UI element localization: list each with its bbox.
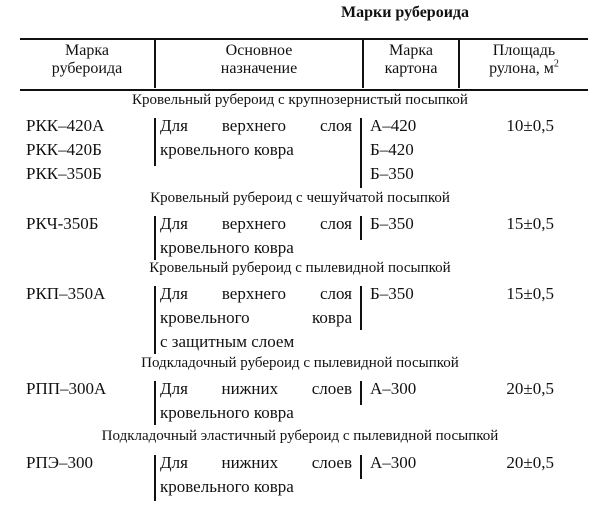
brand-name: РКЧ-350Б — [26, 214, 99, 233]
purpose-line: Для верхнего слоя — [160, 284, 352, 303]
area-cell: 20±0,5 — [506, 453, 554, 472]
purpose-line: Для нижних слоев — [160, 379, 352, 398]
header-area-line: Площадь — [492, 42, 556, 59]
brand-name: РПП–300А — [26, 379, 107, 398]
cardboard-value: Б–350 — [370, 284, 414, 303]
purpose-line: Для верхнего слоя — [160, 116, 352, 135]
header-area-line: рулона, м — [489, 60, 554, 77]
brand-name: РКК–420А — [26, 116, 105, 135]
brand-name: РКК–420Б — [26, 140, 102, 159]
cell-divider — [154, 118, 156, 166]
table-row — [20, 451, 588, 503]
header-purpose-line: Основное — [225, 42, 293, 59]
purpose-line: кровельного ковра — [160, 238, 294, 257]
cell-divider — [360, 216, 362, 240]
group-caption: Подкладочный рубероид с пылевидной посыпкой — [141, 355, 459, 371]
purpose-cell — [160, 212, 352, 260]
header-purpose-line: назначение — [220, 60, 298, 77]
group-caption: Кровельный рубероид с пылевидной посыпкой — [149, 260, 451, 276]
brand-cell — [26, 212, 150, 236]
table-row — [20, 377, 588, 425]
purpose-line: Для нижних слоев — [160, 453, 352, 472]
table-row — [20, 212, 588, 260]
top-rule — [20, 38, 588, 40]
brand-name: РКП–350А — [26, 284, 106, 303]
area-cell: 20±0,5 — [506, 379, 554, 398]
cardboard-value: А–300 — [370, 379, 417, 398]
table-header — [20, 42, 588, 88]
cell-divider — [360, 286, 362, 330]
cell-divider — [154, 455, 156, 501]
cell-divider — [360, 455, 362, 479]
header-cardboard — [364, 42, 458, 88]
brand-cell — [26, 451, 150, 475]
purpose-line: кровельного ковра — [160, 308, 352, 327]
header-brand-line: Марка — [65, 42, 109, 59]
purpose-cell — [160, 451, 352, 499]
cardboard-cell — [370, 377, 450, 401]
header-brand-line: рубероида — [51, 60, 123, 77]
cell-divider — [360, 381, 362, 405]
table-row — [20, 282, 588, 354]
group-caption: Кровельный рубероид с чешуйчатой посыпкой — [150, 190, 450, 206]
cardboard-value: Б–350 — [370, 164, 414, 183]
cardboard-cell — [370, 114, 450, 186]
header-area — [460, 42, 588, 88]
table-title: Марки рубероида — [340, 4, 469, 21]
purpose-cell — [160, 114, 352, 162]
group-caption: Подкладочный эластичный рубероид с пылевидной посыпкой — [101, 428, 499, 444]
cell-divider — [360, 118, 362, 188]
header-cardboard-line: картона — [384, 60, 438, 77]
purpose-cell — [160, 282, 352, 354]
cardboard-cell — [370, 451, 450, 475]
area-unit-superscript: 2 — [553, 58, 559, 70]
cardboard-value: А–420 — [370, 116, 417, 135]
cardboard-cell — [370, 212, 450, 236]
brand-cell — [26, 282, 150, 306]
area-cell: 15±0,5 — [506, 214, 554, 233]
header-bottom-rule — [20, 89, 588, 91]
purpose-line: с защитным слоем — [160, 332, 295, 351]
header-cardboard-line: Марка — [389, 42, 433, 59]
brand-cell — [26, 114, 150, 186]
cell-divider — [154, 286, 156, 354]
purpose-line: кровельного ковра — [160, 477, 294, 496]
brand-name: РПЭ–300 — [26, 453, 93, 472]
cell-divider — [154, 381, 156, 425]
area-cell: 10±0,5 — [506, 116, 554, 135]
brand-name: РКК–350Б — [26, 164, 102, 183]
purpose-line: кровельного ковра — [160, 403, 294, 422]
cardboard-value: Б–420 — [370, 140, 414, 159]
table-row — [20, 114, 588, 188]
purpose-line: Для верхнего слоя — [160, 214, 352, 233]
purpose-line: кровельного ковра — [160, 140, 294, 159]
cardboard-value: А–300 — [370, 453, 417, 472]
header-purpose — [156, 42, 362, 88]
area-cell: 15±0,5 — [506, 284, 554, 303]
purpose-cell — [160, 377, 352, 425]
header-brand — [20, 42, 154, 88]
cardboard-cell — [370, 282, 450, 306]
group-caption: Кровельный рубероид с крупнозернистый посыпкой — [132, 92, 468, 108]
cell-divider — [154, 216, 156, 260]
brand-cell — [26, 377, 150, 401]
cardboard-value: Б–350 — [370, 214, 414, 233]
